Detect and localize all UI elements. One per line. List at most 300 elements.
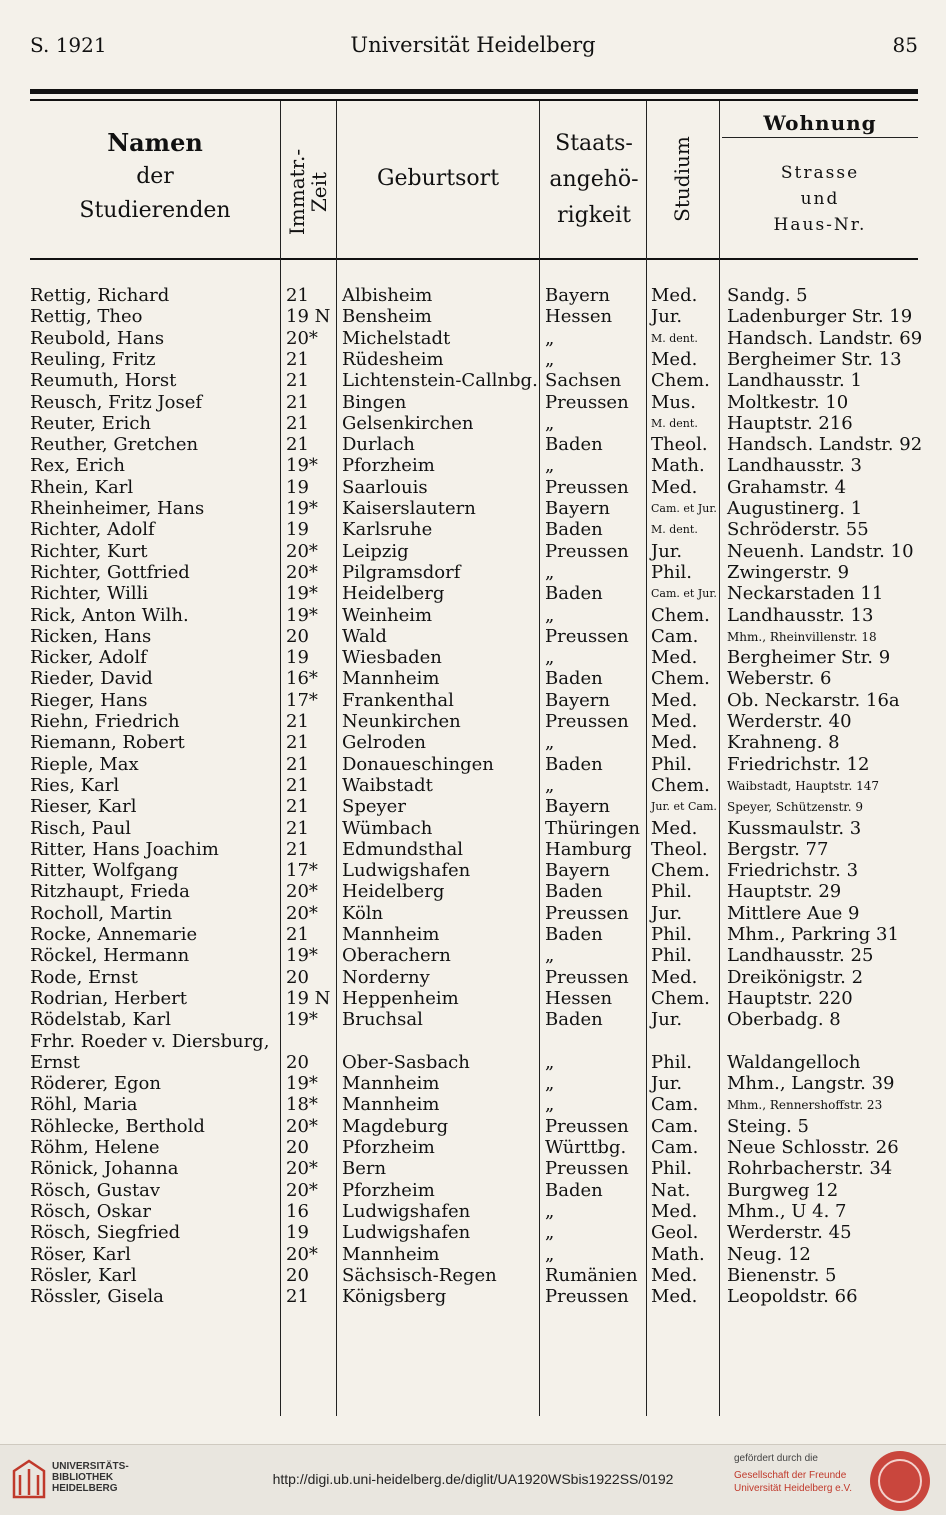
table-row [0,1009,946,1031]
table-row [0,775,946,797]
student-name: Ritzhaupt, Frieda [30,881,190,903]
student-name: Frhr. Roeder v. Diersburg, [30,1030,270,1052]
studium: Cam. [651,1115,699,1137]
table-row [0,988,946,1010]
student-name: Rönick, Johanna [30,1158,179,1180]
studium: Math. [651,1243,705,1265]
staatsangehoerigkeit: Preussen [545,902,629,924]
staatsangehoerigkeit: Preussen [545,540,629,562]
sponsor-name-line1: Gesellschaft der Freunde [734,1470,847,1481]
wohnung: Dreikönigstr. 2 [727,966,864,988]
immatr-zeit: 20 [286,1051,309,1073]
student-name: Rocholl, Martin [30,902,173,924]
header-strasse-line3: Haus-Nr. [773,215,867,235]
table-row [0,413,946,435]
geburtsort: Waibstadt [342,774,433,796]
student-name: Ricker, Adolf [30,647,147,669]
wohnung: Kussmaulstr. 3 [727,817,862,839]
header-geburtsort: Geburtsort [376,166,500,191]
geburtsort: Albisheim [342,285,433,306]
table-row [0,1265,946,1287]
student-name: Risch, Paul [30,817,132,839]
wohnung: Handsch. Landstr. 69 [727,327,923,349]
staatsangehoerigkeit: Thüringen [545,817,640,839]
wohnung: Weberstr. 6 [727,668,832,690]
geburtsort: Mannheim [342,924,440,945]
wohnung: Neug. 12 [727,1243,811,1265]
student-name: Rösch, Gustav [30,1179,161,1201]
table-row [0,924,946,946]
immatr-zeit: 17* [286,860,318,882]
immatr-zeit: 16* [286,668,318,690]
immatr-zeit: 20 [286,625,309,647]
studium: Phil. [651,1051,692,1073]
wohnung: Ladenburger Str. 19 [727,306,913,328]
student-name: Reuter, Erich [30,412,151,434]
immatr-zeit: 21 [286,796,309,818]
table-row [0,1201,946,1223]
immatr-zeit: 19* [286,583,318,605]
studium: Cam. [651,1094,699,1116]
staatsangehoerigkeit: „ [545,647,555,669]
studium: Cam. [651,625,699,647]
table-row [0,328,946,350]
wohnung: Zwingerstr. 9 [727,561,850,583]
table-row [0,839,946,861]
immatr-zeit: 19 [286,476,309,498]
table-row [0,754,946,776]
staatsangehoerigkeit: Sachsen [545,370,622,392]
table-row [0,1244,946,1266]
studium: Cam. et Jur. [651,502,717,515]
immatr-zeit: 21 [286,412,309,434]
geburtsort: Kaiserslautern [342,498,476,519]
table-row [0,562,946,584]
immatr-zeit: 20* [286,1158,318,1180]
wohnung: Neckarstaden 11 [727,583,884,605]
semester-label: S. 1921 [30,33,107,57]
geburtsort: Ludwigshafen [342,1200,471,1222]
studium: Jur. [651,902,683,924]
geburtsort: Saarlouis [342,476,428,498]
wohnung: Hauptstr. 29 [727,881,842,903]
staatsangehoerigkeit: Preussen [545,476,629,498]
student-name: Reuther, Gretchen [30,434,199,456]
header-strasse-line2: und [800,189,840,209]
immatr-zeit: 20* [286,1243,318,1265]
wohnung: Mhm., Parkring 31 [727,924,899,945]
staatsangehoerigkeit: „ [545,412,555,434]
immatr-zeit: 21 [286,924,309,945]
immatr-zeit: 21 [286,711,309,732]
permalink-url[interactable]: http://digi.ub.uni-heidelberg.de/diglit/UA1920WSbis1922SS/0192 [272,1471,674,1487]
studium: Jur. et Cam. [651,800,717,814]
staatsangehoerigkeit: Baden [545,434,603,456]
wohnung: Waibstadt, Hauptstr. 147 [727,778,880,793]
immatr-zeit: 19 [286,647,309,669]
staatsangehoerigkeit: „ [545,348,555,370]
table-row [0,903,946,925]
geburtsort: Neunkirchen [342,711,461,732]
studium: Cam. [651,1137,699,1158]
staatsangehoerigkeit: „ [545,1094,555,1116]
student-name: Richter, Adolf [30,519,155,541]
wohnung: Rohrbacherstr. 34 [727,1158,893,1180]
studium: Chem. [651,860,710,882]
staatsangehoerigkeit: Hessen [545,987,613,1009]
geburtsort: Heidelberg [342,881,445,903]
table-row [0,732,946,754]
studium: Med. [651,647,698,669]
student-name: Rheinheimer, Hans [30,498,205,519]
table-row [0,455,946,477]
wohnung: Bergheimer Str. 9 [727,647,891,669]
table-row [0,519,946,541]
geburtsort: Königsberg [342,1286,447,1308]
staatsangehoerigkeit: „ [545,1073,555,1095]
geburtsort: Michelstadt [342,327,451,349]
immatr-zeit: 19* [286,604,318,626]
staatsangehoerigkeit: Hessen [545,306,613,328]
wohnung: Landhausstr. 13 [727,604,874,626]
wohnung: Friedrichstr. 3 [727,860,859,882]
studium: Med. [651,732,698,754]
staatsangehoerigkeit: Preussen [545,1286,629,1308]
immatr-zeit: 21 [286,348,309,370]
table-row [0,818,946,840]
student-name: Reusch, Fritz Josef [30,391,203,413]
geburtsort: Edmundsthal [342,838,463,860]
staatsangehoerigkeit: „ [545,1222,555,1244]
student-name: Rhein, Karl [30,476,134,498]
studium: Med. [651,966,698,988]
geburtsort: Norderny [342,966,430,988]
geburtsort: Heidelberg [342,583,445,605]
table-row [0,647,946,669]
studium: Jur. [651,1073,683,1095]
student-name: Rieder, David [30,668,153,690]
immatr-zeit: 21 [286,370,309,392]
wohnung: Werderstr. 45 [727,1222,852,1244]
geburtsort: Pilgramsdorf [342,561,461,583]
header-strasse-line1: Strasse [780,163,860,183]
staatsangehoerigkeit: Bayern [545,796,610,818]
studium: Med. [651,1264,698,1286]
immatr-zeit: 20 [286,1264,309,1286]
geburtsort: Weinheim [342,604,433,626]
table-row [0,1116,946,1138]
staatsangehoerigkeit: „ [545,455,555,477]
staatsangehoerigkeit: Hamburg [545,838,632,860]
staatsangehoerigkeit: Württbg. [545,1137,627,1158]
header-staat-line3: rigkeit [557,203,631,228]
student-name: Rösch, Siegfried [30,1222,181,1244]
student-name: Rettig, Theo [30,306,143,328]
wohnung: Mhm., Rheinvillenstr. 18 [727,629,877,644]
wohnung: Mhm., Langstr. 39 [727,1073,895,1095]
immatr-zeit: 20* [286,327,318,349]
header-wohnung: Wohnung [763,111,877,135]
table-row [0,1073,946,1095]
geburtsort: Heppenheim [342,987,459,1009]
wohnung: Handsch. Landstr. 92 [727,434,923,456]
studium: Med. [651,711,698,732]
wohnung: Landhausstr. 3 [727,455,862,477]
table-row [0,392,946,414]
immatr-zeit: 16 [286,1200,309,1222]
wohnung: Moltkestr. 10 [727,391,849,413]
table-row [0,1052,946,1074]
wohnung: Bergstr. 77 [727,838,829,860]
immatr-zeit: 20* [286,540,318,562]
student-name: Rösler, Karl [30,1264,137,1286]
wohnung: Leopoldstr. 66 [727,1286,858,1308]
geburtsort: Mannheim [342,1094,440,1116]
header-strasse [722,160,918,238]
staatsangehoerigkeit: „ [545,604,555,626]
geburtsort: Bern [342,1158,387,1180]
table-row [0,1286,946,1308]
immatr-zeit: 21 [286,838,309,860]
table-row [0,1222,946,1244]
table-row [0,434,946,456]
staatsangehoerigkeit: Baden [545,881,603,903]
immatr-zeit: 19 [286,519,309,541]
student-name: Röhl, Maria [30,1094,138,1116]
table-row [0,477,946,499]
wohnung: Bergheimer Str. 13 [727,348,902,370]
geburtsort: Bruchsal [342,1009,423,1031]
wohnung: Landhausstr. 1 [727,370,862,392]
geburtsort: Ludwigshafen [342,860,471,882]
immatr-zeit: 21 [286,732,309,754]
immatr-zeit: 20 [286,1137,309,1158]
studium: Phil. [651,945,692,967]
geburtsort: Pforzheim [342,455,435,477]
studium: Med. [651,476,698,498]
page-title: Universität Heidelberg [350,33,596,57]
immatr-zeit: 19 [286,1222,309,1244]
header-studium: Studium [670,136,694,222]
student-name: Ricken, Hans [30,625,152,647]
wohnung: Grahamstr. 4 [727,476,847,498]
studium: Phil. [651,753,692,775]
staatsangehoerigkeit: „ [545,945,555,967]
staatsangehoerigkeit: „ [545,732,555,754]
wohnung: Mhm., Rennershoffstr. 23 [727,1098,883,1113]
studium: Med. [651,1200,698,1222]
geburtsort: Rüdesheim [342,348,444,370]
studium: Chem. [651,987,710,1009]
geburtsort: Speyer [342,796,406,818]
geburtsort: Mannheim [342,1073,440,1095]
immatr-zeit: 21 [286,774,309,796]
geburtsort: Karlsruhe [342,519,433,541]
table-row [0,285,946,307]
header-rule-thin [30,99,918,101]
page-number: 85 [892,33,918,57]
staatsangehoerigkeit: „ [545,1200,555,1222]
library-name-line3: HEIDELBERG [52,1483,118,1494]
table-row [0,967,946,989]
table-row [0,668,946,690]
geburtsort: Magdeburg [342,1115,449,1137]
immatr-zeit: 20* [286,1179,318,1201]
studium: Med. [651,1286,698,1308]
geburtsort: Ludwigshafen [342,1222,471,1244]
wohnung: Hauptstr. 220 [727,987,853,1009]
wohnung: Sandg. 5 [727,285,808,306]
table-row [0,860,946,882]
staatsangehoerigkeit: Bayern [545,860,610,882]
staatsangehoerigkeit: Baden [545,583,603,605]
header-staat-line1: Staats- [555,131,633,156]
geburtsort: Wald [342,625,387,647]
studium: Phil. [651,924,692,945]
library-name-line2: BIBLIOTHEK [52,1472,114,1483]
immatr-zeit: 20* [286,902,318,924]
wohnung: Bienenstr. 5 [727,1264,837,1286]
studium: Chem. [651,668,710,690]
staatsangehoerigkeit: Baden [545,1009,603,1031]
immatr-zeit: 21 [286,753,309,775]
staatsangehoerigkeit: Bayern [545,498,610,519]
student-name: Rödelstab, Karl [30,1009,172,1031]
staatsangehoerigkeit: Baden [545,1179,603,1201]
student-name: Röderer, Egon [30,1073,161,1095]
table-row [0,605,946,627]
wohnung: Schröderstr. 55 [727,519,869,541]
studium: Jur. [651,1009,683,1031]
wohnung: Waldangelloch [727,1051,861,1073]
table-row [0,1180,946,1202]
staatsangehoerigkeit: „ [545,1243,555,1265]
geburtsort: Köln [342,902,384,924]
immatr-zeit: 19 N [286,306,331,328]
table-row [0,306,946,328]
staatsangehoerigkeit: Baden [545,924,603,945]
studium: M. dent. [651,416,698,430]
wohnung: Mittlere Aue 9 [727,902,860,924]
staatsangehoerigkeit: „ [545,561,555,583]
staatsangehoerigkeit: Preussen [545,1115,629,1137]
table-row [0,711,946,733]
geburtsort: Gelsenkirchen [342,412,474,434]
wohnung: Oberbadg. 8 [727,1009,841,1031]
student-name: Ritter, Wolfgang [30,860,179,882]
table-row [0,370,946,392]
geburtsort: Oberachern [342,945,451,967]
immatr-zeit: 20* [286,561,318,583]
wohnung: Neue Schlosstr. 26 [727,1137,899,1158]
staatsangehoerigkeit: Baden [545,668,603,690]
geburtsort: Mannheim [342,668,440,690]
header-names [30,126,280,228]
geburtsort: Pforzheim [342,1137,435,1158]
immatr-zeit: 19* [286,498,318,519]
staatsangehoerigkeit: Bayern [545,689,610,711]
header-names-line3: Studierenden [79,198,231,223]
wohnung: Steing. 5 [727,1115,809,1137]
wohnung: Werderstr. 40 [727,711,852,732]
student-name: Rieple, Max [30,753,139,775]
geburtsort: Mannheim [342,1243,440,1265]
immatr-zeit: 18* [286,1094,318,1116]
studium: Mus. [651,391,696,413]
studium: Cam. et Jur. [651,587,717,601]
studium: M. dent. [651,331,698,345]
geburtsort: Wiesbaden [342,647,442,669]
table-row [0,626,946,648]
geburtsort: Leipzig [342,540,409,562]
footer-bar [0,1444,946,1515]
university-seal-icon [870,1451,930,1511]
student-name: Röhlecke, Berthold [30,1115,205,1137]
table-row [0,796,946,818]
table-row [0,945,946,967]
staatsangehoerigkeit: Preussen [545,625,629,647]
student-name: Rieger, Hans [30,689,148,711]
immatr-zeit: 19* [286,455,318,477]
staatsangehoerigkeit: Bayern [545,285,610,306]
staatsangehoerigkeit: Baden [545,519,603,541]
student-name: Reumuth, Horst [30,370,177,392]
geburtsort: Bensheim [342,306,432,328]
wohnung: Speyer, Schützenstr. 9 [727,800,863,815]
student-name: Röckel, Hermann [30,945,190,967]
wohnung: Friedrichstr. 12 [727,753,870,775]
table-row [0,541,946,563]
student-name: Ritter, Hans Joachim [30,838,219,860]
student-name: Riemann, Robert [30,732,185,754]
geburtsort: Gelroden [342,732,426,754]
geburtsort: Bingen [342,391,407,413]
wohnung: Krahneng. 8 [727,732,840,754]
staatsangehoerigkeit: Preussen [545,966,629,988]
studium: Phil. [651,1158,692,1180]
studium: Med. [651,285,698,306]
student-name: Rocke, Annemarie [30,924,198,945]
student-name: Riehn, Friedrich [30,711,180,732]
staatsangehoerigkeit: „ [545,774,555,796]
staatsangehoerigkeit: „ [545,327,555,349]
immatr-zeit: 21 [286,285,309,306]
studium: Phil. [651,881,692,903]
studium: M. dent. [651,523,698,537]
studium: Chem. [651,604,710,626]
header-immatr-line2: Zeit [307,171,331,213]
table-row [0,1094,946,1116]
header-names-line2: der [136,164,174,189]
wohnung: Hauptstr. 216 [727,412,853,434]
student-name: Rick, Anton Wilh. [30,604,189,626]
studium: Chem. [651,774,710,796]
wohnung: Augustinerg. 1 [727,498,863,519]
table-row [0,349,946,371]
sponsor-caption: gefördert durch die [734,1453,818,1464]
geburtsort: Wümbach [342,817,433,839]
student-name: Reubold, Hans [30,327,165,349]
student-name: Richter, Gottfried [30,561,190,583]
student-name: Rettig, Richard [30,285,170,306]
student-name: Reuling, Fritz [30,348,156,370]
library-name-line1: UNIVERSITÄTS- [52,1461,129,1472]
immatr-zeit: 19 N [286,987,331,1009]
student-name: Rodrian, Herbert [30,987,188,1009]
student-name: Röhm, Helene [30,1137,160,1158]
studium: Nat. [651,1179,691,1201]
table-row [0,1137,946,1159]
